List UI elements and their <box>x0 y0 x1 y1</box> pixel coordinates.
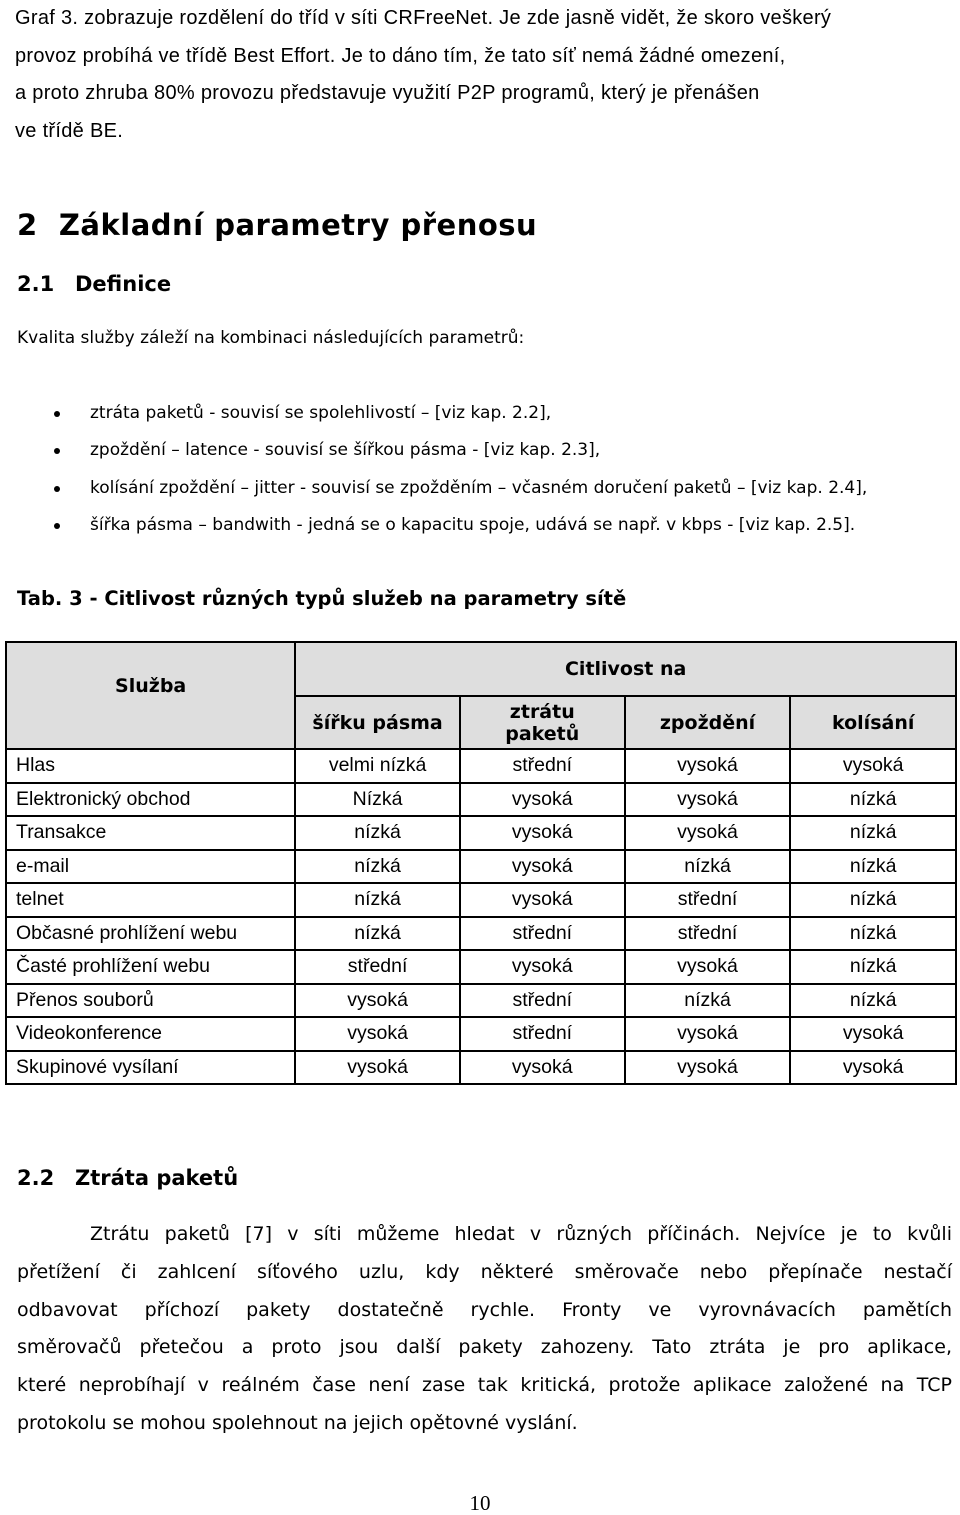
service-cell: Hlas <box>6 749 295 783</box>
sensitivity-cell: nízká <box>295 883 460 917</box>
sensitivity-cell: vysoká <box>625 816 791 850</box>
sensitivity-cell: nízká <box>790 950 956 984</box>
table-row <box>6 917 956 951</box>
sensitivity-cell: velmi nízká <box>295 749 460 783</box>
header-group: Citlivost na <box>295 642 956 696</box>
paragraph-packet-loss <box>17 1216 952 1443</box>
column-header: šířku pásma <box>295 696 460 749</box>
page-number: 10 <box>469 1491 491 1515</box>
sensitivity-table <box>5 641 957 1085</box>
sensitivity-cell: nízká <box>790 783 956 817</box>
sensitivity-cell: nízká <box>625 850 791 884</box>
service-cell: Přenos souborů <box>6 984 295 1018</box>
intro-line: Graf 3. zobrazuje rozdělení do tříd v síti CRFreeNet. Je zde jasně vidět, že skoro veškerý <box>15 7 832 29</box>
section-title: Základní parametry přenosu <box>58 208 538 242</box>
intro-line: provoz probíhá ve třídě Best Effort. Je to dáno tím, že tato síť nemá žádné omezení, <box>15 44 786 67</box>
subsection-number: 2.2 <box>17 1166 55 1190</box>
list-item <box>50 437 867 474</box>
table-row <box>6 816 956 850</box>
list-item-text: zpoždění – latence - souvisí se šířkou pásma - [viz kap. 2.3], <box>90 440 601 461</box>
list-item-text: šířka pásma – bandwith - jedná se o kapacitu spoje, udává se např. v kbps - [viz kap. 2.5]. <box>90 514 856 535</box>
bullet-icon <box>54 486 60 492</box>
paragraph-line: odbavovat příchozí pakety dostatečně rychle. Fronty ve vyrovnávacích pamětích <box>17 1298 952 1321</box>
service-cell: Skupinové vysílaní <box>6 1051 295 1085</box>
column-header: zpoždění <box>625 696 791 749</box>
subsection-heading-2-2 <box>17 1166 238 1190</box>
sensitivity-cell: vysoká <box>460 883 625 917</box>
list-item-text: kolísání zpoždění – jitter - souvisí se zpožděním – včasném doručení paketů – [viz kap. 2.4], <box>90 477 868 498</box>
sensitivity-cell: vysoká <box>625 950 791 984</box>
service-cell: Elektronický obchod <box>6 783 295 817</box>
sensitivity-cell: vysoká <box>790 1051 956 1085</box>
sensitivity-cell: vysoká <box>295 1051 460 1085</box>
parameter-list <box>50 400 867 549</box>
service-cell: e-mail <box>6 850 295 884</box>
paragraph-line: protokolu se mohou spolehnout na jejich opětovné vyslání. <box>17 1411 578 1434</box>
sensitivity-cell: nízká <box>790 816 956 850</box>
service-cell: Občasné prohlížení webu <box>6 917 295 951</box>
sensitivity-cell: nízká <box>295 816 460 850</box>
list-item <box>50 475 867 512</box>
sensitivity-cell: nízká <box>625 984 791 1018</box>
service-cell: Časté prohlížení webu <box>6 950 295 984</box>
table-row <box>6 883 956 917</box>
service-cell: telnet <box>6 883 295 917</box>
sensitivity-cell: vysoká <box>460 816 625 850</box>
section-number: 2 <box>17 208 38 242</box>
sensitivity-cell: střední <box>460 917 625 951</box>
sensitivity-cell: vysoká <box>460 783 625 817</box>
list-item <box>50 400 867 437</box>
bullet-icon <box>54 523 60 529</box>
sensitivity-cell: střední <box>625 917 791 951</box>
sensitivity-cell: vysoká <box>295 984 460 1018</box>
table-row <box>6 850 956 884</box>
paragraph-line: směrovačů přetečou a proto jsou další pakety zahozeny. Tato ztráta je pro aplikace, <box>17 1336 952 1359</box>
subsection-number: 2.1 <box>17 272 55 296</box>
column-header: ztrátu paketů <box>460 696 625 749</box>
sensitivity-cell: vysoká <box>460 950 625 984</box>
list-item <box>50 512 867 549</box>
sensitivity-cell: střední <box>460 984 625 1018</box>
table-row <box>6 1017 956 1051</box>
sensitivity-cell: vysoká <box>460 1051 625 1085</box>
sensitivity-cell: nízká <box>790 917 956 951</box>
paragraph-line: Ztrátu paketů [7] v síti můžeme hledat v různých příčinách. Nejvíce je to kvůli <box>90 1223 952 1245</box>
sensitivity-cell: vysoká <box>625 783 791 817</box>
lead-text: Kvalita služby záleží na kombinaci následujících parametrů: <box>17 328 525 348</box>
sensitivity-cell: střední <box>460 749 625 783</box>
intro-line: ve třídě BE. <box>15 119 124 142</box>
subsection-title: Ztráta paketů <box>75 1166 239 1190</box>
bullet-icon <box>54 448 60 454</box>
sensitivity-cell: vysoká <box>625 1017 791 1051</box>
paragraph-line: které neprobíhají v reálném čase není zase tak kritická, protože aplikace založené na TCP <box>17 1374 952 1397</box>
table-row <box>6 984 956 1018</box>
sensitivity-cell: střední <box>625 883 791 917</box>
sensitivity-cell: vysoká <box>625 1051 791 1085</box>
sensitivity-cell: vysoká <box>790 1017 956 1051</box>
sensitivity-cell: nízká <box>295 917 460 951</box>
subsection-title: Definice <box>75 272 172 296</box>
table-caption: Tab. 3 - Citlivost různých typů služeb na parametry sítě <box>17 587 627 610</box>
paragraph-line: přetížení či zahlcení síťového uzlu, kdy některé směrovače nebo přepínače nestačí <box>17 1260 952 1283</box>
subsection-heading-2-1 <box>17 272 171 296</box>
table-body <box>6 749 956 1084</box>
section-heading-2 <box>17 208 537 242</box>
service-cell: Videokonference <box>6 1017 295 1051</box>
table-row <box>6 1051 956 1085</box>
sensitivity-cell: vysoká <box>295 1017 460 1051</box>
table-row <box>6 749 956 783</box>
header-service: Služba <box>6 642 295 749</box>
table-row <box>6 783 956 817</box>
list-item-text: ztráta paketů - souvisí se spolehlivostí – [viz kap. 2.2], <box>90 403 552 423</box>
intro-line: a proto zhruba 80% provozu představuje využití P2P programů, který je přenášen <box>15 82 760 104</box>
sensitivity-cell: střední <box>295 950 460 984</box>
sensitivity-cell: nízká <box>790 984 956 1018</box>
sensitivity-cell: vysoká <box>460 850 625 884</box>
sensitivity-cell: nízká <box>295 850 460 884</box>
sensitivity-cell: střední <box>460 1017 625 1051</box>
column-header: kolísání <box>790 696 956 749</box>
sensitivity-cell: Nízká <box>295 783 460 817</box>
table-row <box>6 950 956 984</box>
service-cell: Transakce <box>6 816 295 850</box>
bullet-icon <box>54 411 60 417</box>
sensitivity-cell: nízká <box>790 850 956 884</box>
sensitivity-cell: vysoká <box>625 749 791 783</box>
intro-paragraph <box>15 0 955 150</box>
sensitivity-cell: vysoká <box>790 749 956 783</box>
sensitivity-cell: nízká <box>790 883 956 917</box>
